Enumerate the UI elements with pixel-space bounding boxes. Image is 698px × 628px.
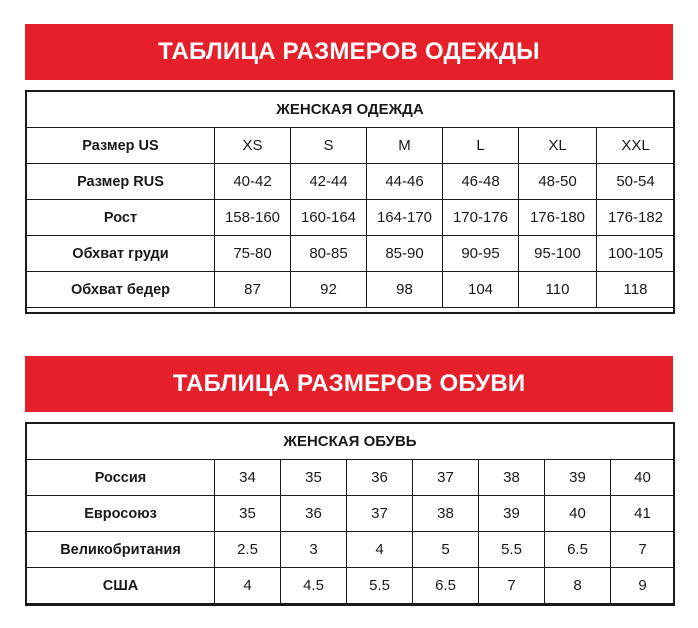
size-cell: 104: [443, 272, 519, 308]
shoe-table-title: ЖЕНСКАЯ ОБУВЬ: [283, 433, 417, 450]
size-cell: 85-90: [367, 236, 443, 272]
size-cell: 160-164: [291, 200, 367, 236]
clothing-size-table: [26, 127, 675, 308]
size-cell: 37: [413, 460, 479, 496]
size-cell: L: [443, 128, 519, 164]
size-cell: 7: [479, 568, 545, 604]
size-cell: 6.5: [413, 568, 479, 604]
row-label: Рост: [27, 200, 215, 236]
size-cell: 5.5: [347, 568, 413, 604]
clothing-banner-title: ТАБЛИЦА РАЗМЕРОВ ОДЕЖДЫ: [158, 38, 540, 65]
shoe-size-banner: [25, 356, 673, 412]
size-cell: 34: [215, 460, 281, 496]
size-cell: 36: [347, 460, 413, 496]
size-cell: 35: [281, 460, 347, 496]
size-cell: 176-182: [597, 200, 675, 236]
size-cell: S: [291, 128, 367, 164]
size-cell: 164-170: [367, 200, 443, 236]
size-cell: M: [367, 128, 443, 164]
size-cell: 158-160: [215, 200, 291, 236]
row-label: Обхват груди: [27, 236, 215, 272]
shoe-size-table-box: [25, 422, 675, 606]
size-cell: 5: [413, 532, 479, 568]
row-label: Обхват бедер: [27, 272, 215, 308]
clothing-size-row: [27, 164, 675, 200]
size-cell: 40-42: [215, 164, 291, 200]
size-cell: XS: [215, 128, 291, 164]
size-cell: 170-176: [443, 200, 519, 236]
size-cell: 80-85: [291, 236, 367, 272]
size-cell: 5.5: [479, 532, 545, 568]
size-cell: 4: [347, 532, 413, 568]
size-cell: 87: [215, 272, 291, 308]
shoe-size-row: [27, 532, 675, 568]
size-cell: 4.5: [281, 568, 347, 604]
size-cell: 38: [413, 496, 479, 532]
size-cell: 46-48: [443, 164, 519, 200]
shoe-size-row: [27, 460, 675, 496]
row-label: Размер RUS: [27, 164, 215, 200]
size-cell: 40: [611, 460, 675, 496]
size-cell: 42-44: [291, 164, 367, 200]
size-cell: XL: [519, 128, 597, 164]
clothing-size-row: [27, 128, 675, 164]
size-cell: 41: [611, 496, 675, 532]
row-label: Россия: [27, 460, 215, 496]
size-cell: 4: [215, 568, 281, 604]
clothing-table-title: ЖЕНСКАЯ ОДЕЖДА: [276, 101, 424, 118]
size-cell: 75-80: [215, 236, 291, 272]
size-cell: XXL: [597, 128, 675, 164]
size-cell: 35: [215, 496, 281, 532]
size-cell: 44-46: [367, 164, 443, 200]
size-cell: 48-50: [519, 164, 597, 200]
row-label: Евросоюз: [27, 496, 215, 532]
row-label: США: [27, 568, 215, 604]
clothing-size-row: [27, 200, 675, 236]
size-cell: 95-100: [519, 236, 597, 272]
row-label: Великобритания: [27, 532, 215, 568]
size-cell: 3: [281, 532, 347, 568]
size-cell: 9: [611, 568, 675, 604]
clothing-size-banner: [25, 24, 673, 80]
size-cell: 38: [479, 460, 545, 496]
row-label: Размер US: [27, 128, 215, 164]
size-cell: 100-105: [597, 236, 675, 272]
shoe-size-row: [27, 568, 675, 604]
shoe-banner-title: ТАБЛИЦА РАЗМЕРОВ ОБУВИ: [172, 370, 526, 397]
size-cell: 8: [545, 568, 611, 604]
size-cell: 6.5: [545, 532, 611, 568]
size-cell: 92: [291, 272, 367, 308]
size-cell: 39: [545, 460, 611, 496]
size-cell: 110: [519, 272, 597, 308]
size-cell: 118: [597, 272, 675, 308]
size-cell: 40: [545, 496, 611, 532]
size-cell: 36: [281, 496, 347, 532]
size-cell: 7: [611, 532, 675, 568]
clothing-size-row: [27, 236, 675, 272]
size-cell: 2.5: [215, 532, 281, 568]
shoe-size-row: [27, 496, 675, 532]
clothing-size-table-box: [25, 90, 675, 314]
clothing-size-row: [27, 272, 675, 308]
size-cell: 37: [347, 496, 413, 532]
size-cell: 98: [367, 272, 443, 308]
size-cell: 50-54: [597, 164, 675, 200]
shoe-size-table: [26, 459, 675, 604]
size-cell: 39: [479, 496, 545, 532]
size-cell: 176-180: [519, 200, 597, 236]
size-cell: 90-95: [443, 236, 519, 272]
